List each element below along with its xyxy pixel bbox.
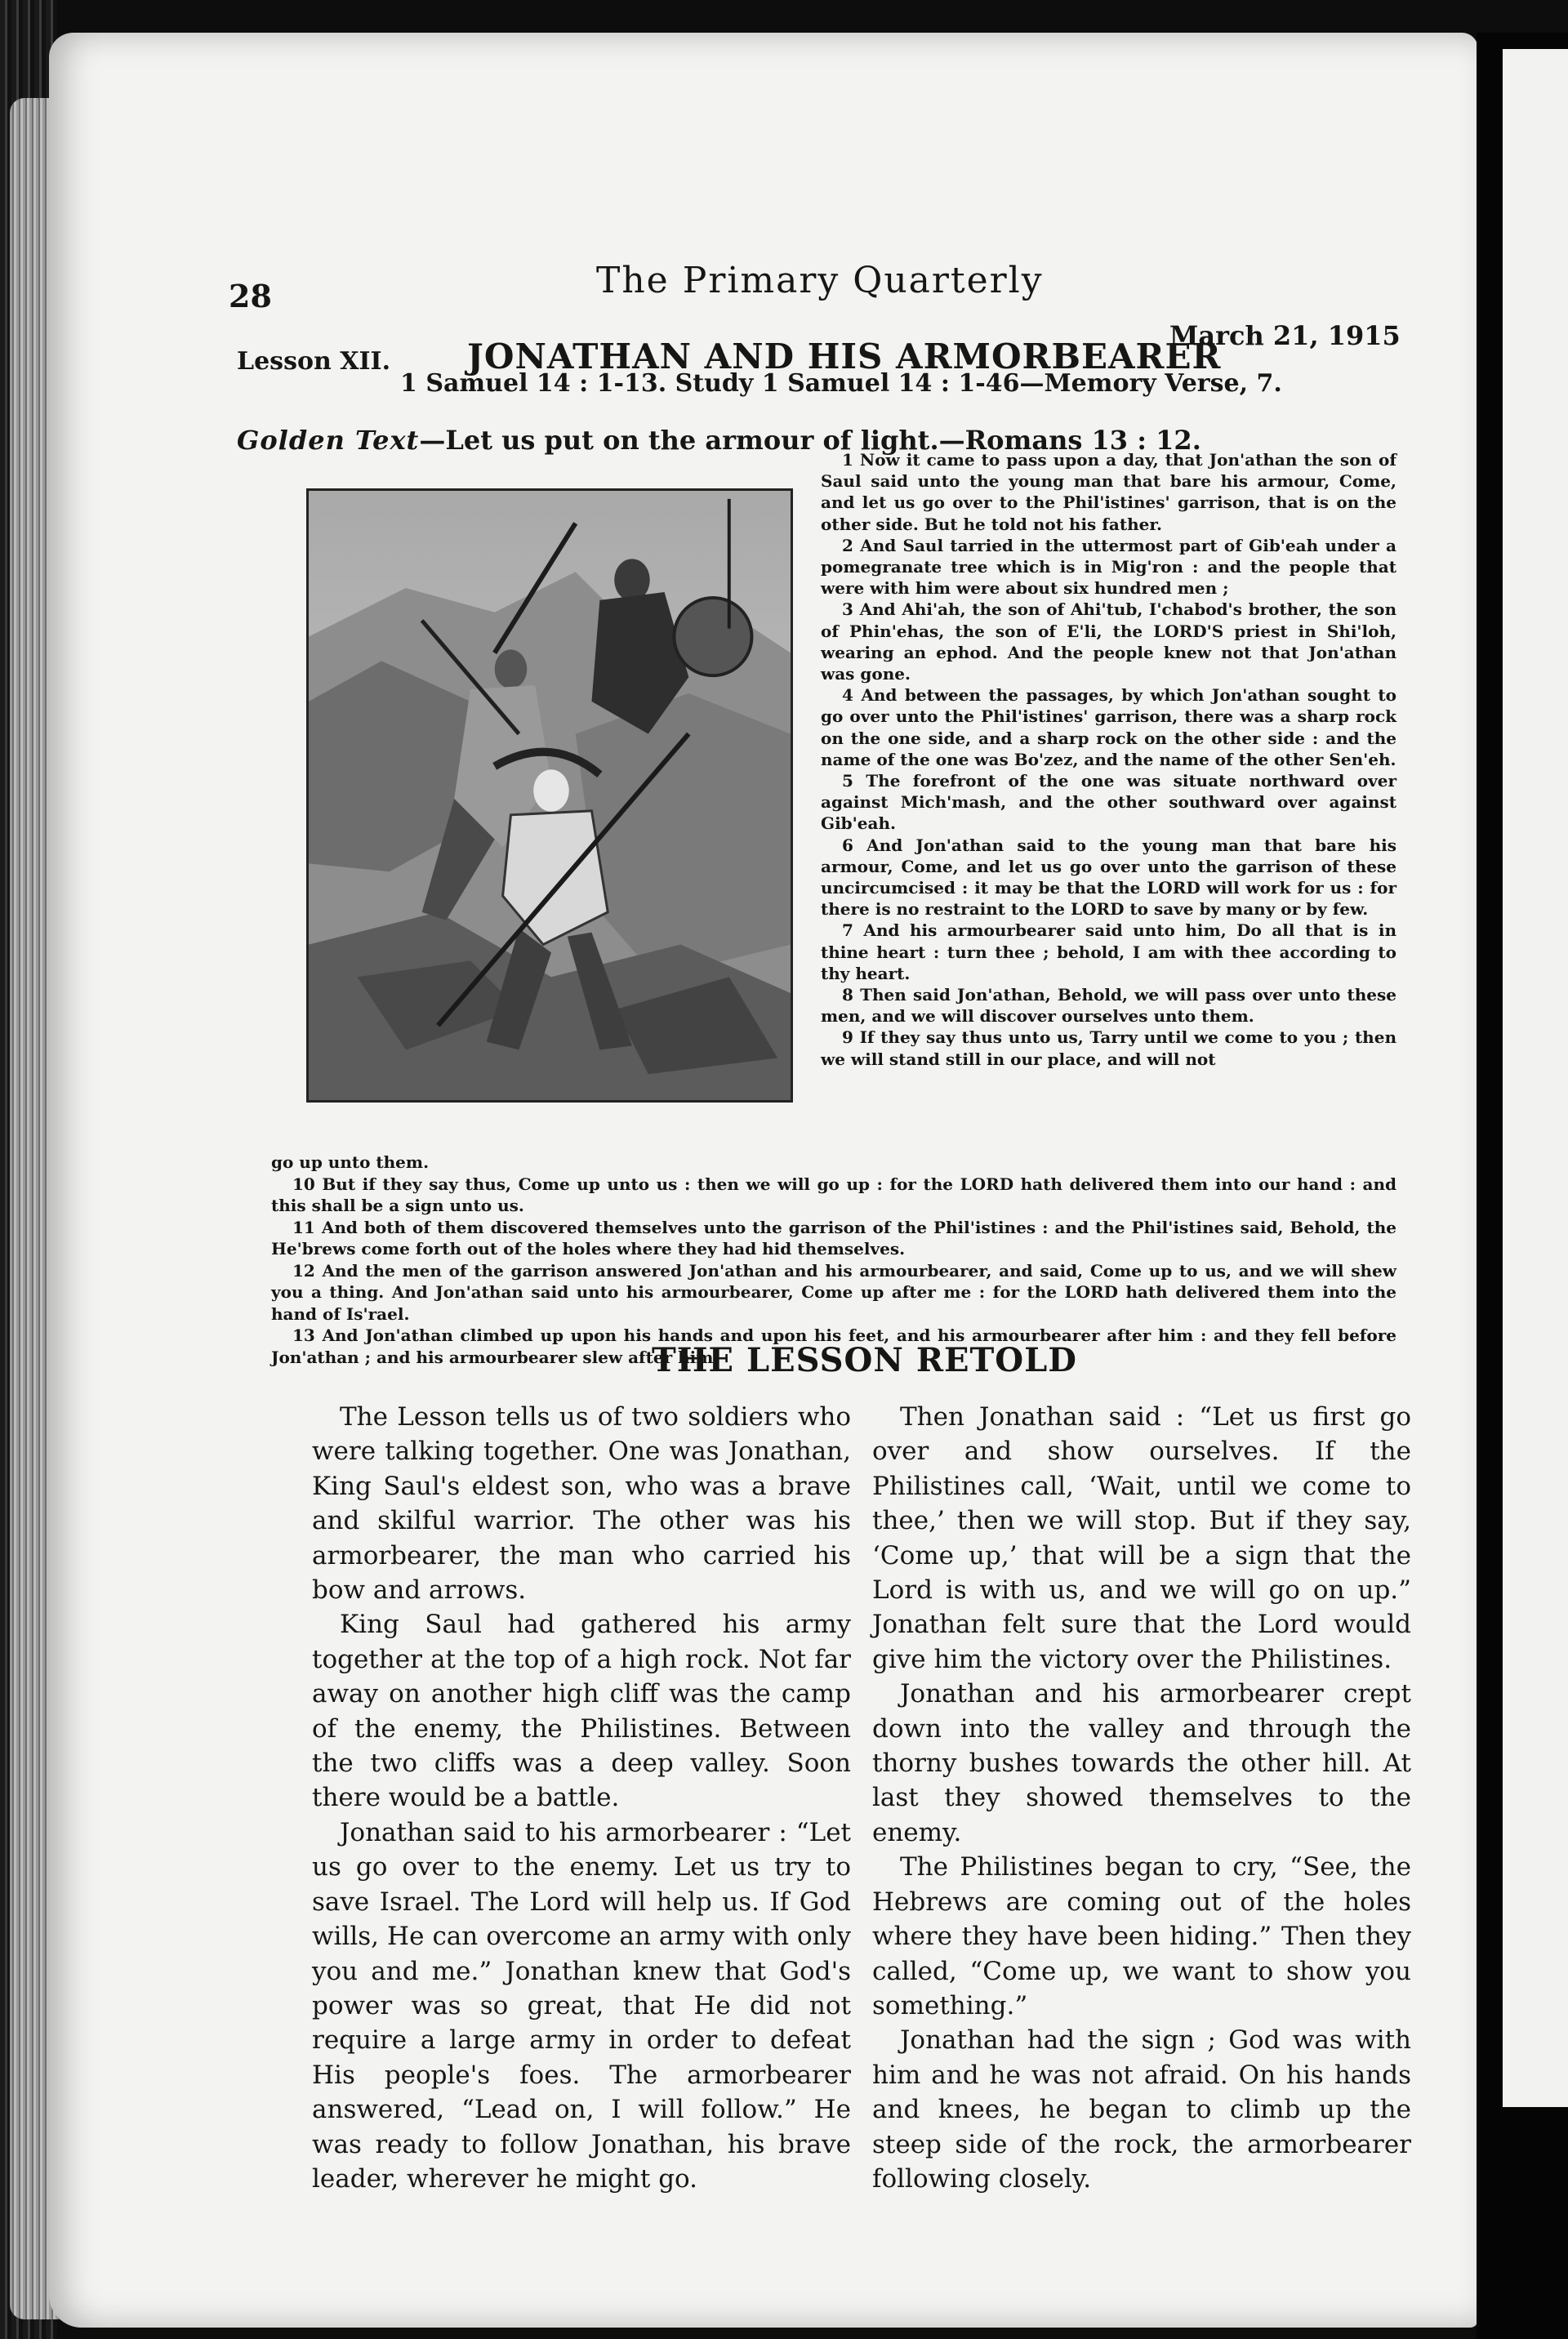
verse: 5 The forefront of the one was situate northward over against Mich'mash, and the other southward over against Gib'eah.: [821, 771, 1396, 834]
paragraph: Jonathan said to his armorbearer : “Let us go over to the enemy. Let us try to save Israel. The Lord will help us. If God wills, He can overcome an army with only you and me.” Jonathan knew that God's power was so great, that He did not require a large army in order to defeat His people's foes. The armorbearer answered, “Lead on, I will follow.” He was ready to follow Jonathan, his brave leader, wherever he might go.: [312, 1817, 851, 2194]
golden-text-body: —Let us put on the armour of light.—Romans 13 : 12.: [419, 425, 1201, 456]
verse: 13 And Jon'athan climbed up upon his hands and upon his feet, and his armourbearer after him : and they fell before Jon'athan ; and his armourbearer slew after him.: [271, 1325, 1396, 1367]
lesson-number: Lesson XII.: [237, 347, 391, 376]
paragraph: King Saul had gathered his army together at the top of a high rock. Not far away on another high cliff was the camp of the enemy, the Philistines. Between the two cliffs was a deep valley. Soon there would be a battle.: [312, 1610, 851, 1813]
page-number: 28: [229, 278, 272, 314]
retold-heading: THE LESSON RETOLD: [652, 1341, 1077, 1379]
paragraph: Then Jonathan said : “Let us first go over and show ourselves. If the Philistines call, ‘Wait, until we come to thee,’ then we will stop. But if they say, ‘Come up,’ that will be a sign that the Lord is with us, and we will go on up.” Jonathan felt sure that the Lord would give him the victory over the Philistines.: [872, 1402, 1411, 1674]
verse: 7 And his armourbearer said unto him, Do all that is in thine heart : turn thee ; behold, I am with thee according to thy heart.: [821, 920, 1396, 983]
running-head: The Primary Quarterly: [596, 260, 1044, 301]
verse: 10 But if they say thus, Come up unto us : then we will go up : for the LORD hath delivered them into our hand : and this shall be a sign unto us.: [271, 1174, 1396, 1215]
retold-left-column: [312, 1400, 851, 2196]
verse: 2 And Saul tarried in the uttermost part of Gib'eah under a pomegranate tree which is in Mig'ron : and the people that were with him were about six hundred men ;: [821, 535, 1396, 599]
scripture-verses-full: [271, 1152, 1396, 1368]
verse: 1 Now it came to pass upon a day, that Jon'athan the son of Saul said unto the young man that bare his armour, Come, and let us go over to the Phil'istines' garrison, that is on the other side. But he told not his father.: [821, 450, 1396, 534]
scripture-verses-right: [821, 449, 1396, 1070]
jonathan-climbing-illustration: [309, 491, 791, 1100]
paragraph: The Philistines began to cry, “See, the Hebrews are coming out of the holes where they have been hiding.” Then they called, “Come up, we want to show you something.”: [872, 1852, 1411, 2020]
paragraph: Jonathan had the sign ; God was with him and he was not afraid. On his hands and knees, he began to climb up the steep side of the rock, the armorbearer following closely.: [872, 2025, 1411, 2194]
paragraph: Jonathan and his armorbearer crept down into the valley and through the thorny bushes towards the other hill. At last they showed themselves to the enemy.: [872, 1679, 1411, 1847]
verse: 9 If they say thus unto us, Tarry until we come to you ; then we will stand still in our place, and will not: [821, 1027, 1396, 1069]
retold-right-column: [872, 1400, 1411, 2196]
paragraph: The Lesson tells us of two soldiers who were talking together. One was Jonathan, King Saul's eldest son, who was a brave and skilful warrior. The other was his armorbearer, the man who carried his bow and arrows.: [312, 1402, 851, 1606]
lesson-illustration: [306, 488, 793, 1103]
lesson-title: JONATHAN AND HIS ARMORBEARER: [467, 336, 1222, 376]
verse: go up unto them.: [271, 1152, 430, 1172]
verse: 4 And between the passages, by which Jon'athan sought to go over unto the Phil'istines' garrison, there was a sharp rock on the one side, and a sharp rock on the other side : and the name of the one was Bo'zez, and the name of the other Sen'eh.: [821, 685, 1396, 769]
golden-text-label: Golden Text: [237, 425, 420, 456]
lesson-date: March 21, 1915: [1169, 320, 1401, 351]
verse: 6 And Jon'athan said to the young man that bare his armour, Come, and let us go over unto the garrison of these uncircumcised : it may be that the LORD will work for us : for there is no restraint to the LORD to save by many or by few.: [821, 835, 1396, 920]
verse: 8 Then said Jon'athan, Behold, we will pass over unto these men, and we will discover ourselves unto them.: [821, 985, 1396, 1027]
verse: 3 And Ahi'ah, the son of Ahi'tub, I'chabod's brother, the son of Phin'ehas, the son of E'li, the LORD'S priest in Shi'loh, wearing an ephod. And the people knew not that Jon'athan was gone.: [821, 599, 1396, 684]
scripture-reference: 1 Samuel 14 : 1-13. Study 1 Samuel 14 : 1-46—Memory Verse, 7.: [400, 369, 1282, 398]
verse: 11 And both of them discovered themselves unto the garrison of the Phil'istines : and the Phil'istines said, Behold, the He'brews come forth out of the holes where they had hid themselves.: [271, 1217, 1396, 1259]
verse: 12 And the men of the garrison answered Jon'athan and his armourbearer, and said, Come up to us, and we will shew you a thing. And Jon'athan said unto his armourbearer, Come up after me : for the LORD hath delivered them into the hand of Is'rael.: [271, 1260, 1396, 1324]
